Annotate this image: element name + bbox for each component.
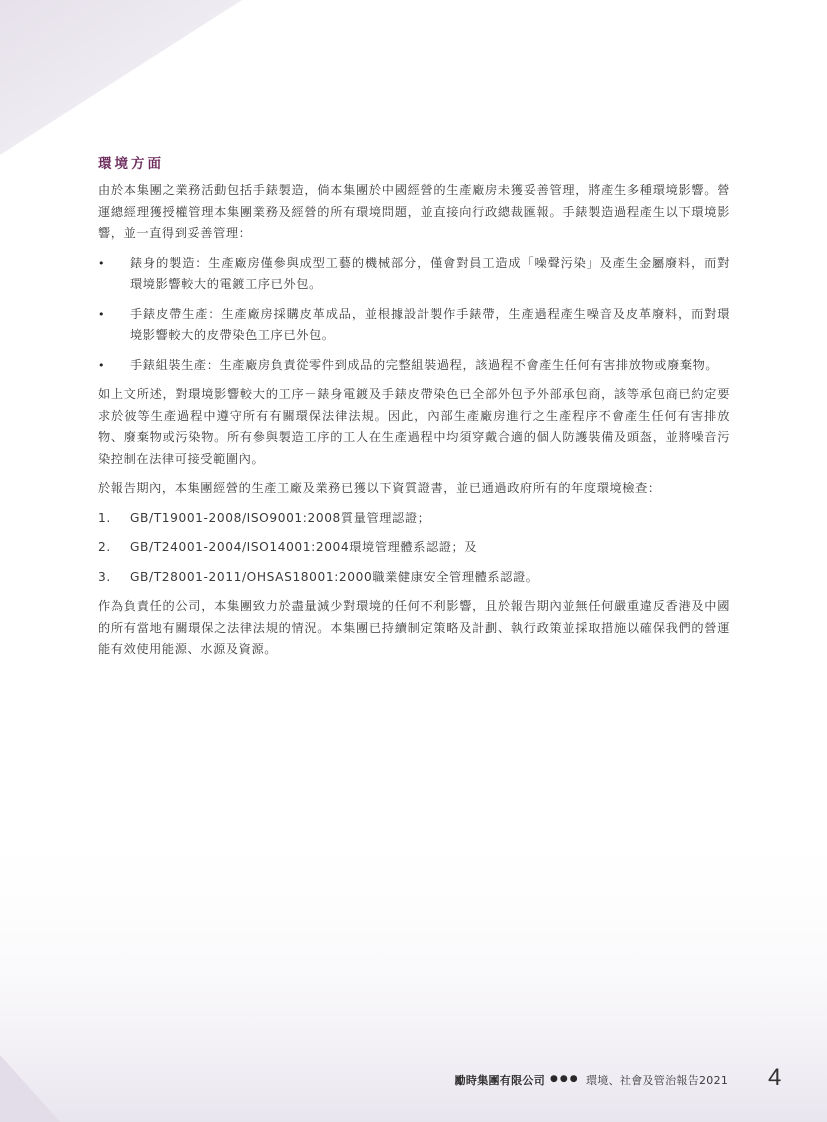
outsourcing-paragraph: 如上文所述，對環境影響較大的工序－錶身電鍍及手錶皮帶染色已全部外包予外部承包商，該等承包商已約定要求於彼等生產過程中遵守所有有關環保法律法規。因此，內部生產廠房進行之生產程序不會產生任何有害排放物、廢棄物或污染物。所有參與製造工序的工人在生產過程中均須穿戴合適的個人防護裝備及頭盔，並將噪音污染控制在法律可接受範圍內。 — [98, 387, 730, 466]
certification-list — [98, 508, 730, 589]
bullet-marker: • — [98, 358, 106, 372]
certification-number: 2. — [98, 540, 111, 554]
certification-number: 3. — [98, 569, 111, 584]
page-number: 4 — [768, 1064, 782, 1091]
certification-text: GB/T24001-2004/ISO14001:2004環境管理體系認證；及 — [130, 540, 478, 554]
certification-text: GB/T28001-2011/OHSAS18001:2000職業健康安全管理體系認證。 — [130, 569, 539, 584]
top-left-corner-shape — [0, 0, 242, 155]
closing-paragraph: 作為負責任的公司，本集團致力於盡量減少對環境的任何不利影響，且於報告期內並無任何嚴重違反香港及中國的所有當地有關環保之法律法規的情況。本集團已持續制定策略及計劃、執行政策並採取措施以確保我們的營運能有效使用能源、水源及資源。 — [98, 599, 730, 656]
page-footer — [0, 1066, 827, 1096]
footer-company-name: 勵時集團有限公司 — [454, 1074, 545, 1087]
section-title: 環境方面 — [98, 156, 164, 172]
bullet-item — [98, 355, 730, 377]
footer-dots-separator: ●●● — [550, 1074, 580, 1084]
certifications-intro: 於報告期內，本集團經營的生產工廠及業務已獲以下資質證書，並已通過政府所有的年度環境檢查： — [98, 481, 661, 495]
certification-item — [98, 537, 730, 559]
bullet-item — [98, 253, 730, 296]
bullet-text: 錶身的製造：生產廠房僅參與成型工藝的機械部分，僅會對員工造成「噪聲污染」及產生金屬廢料，而對環境影響較大的電鍍工序已外包。 — [130, 255, 730, 291]
certification-item — [98, 508, 730, 530]
bullet-marker: • — [98, 307, 106, 321]
bullet-text: 手錶組裝生產：生產廠房負責從零件到成品的完整組裝過程，該過程不會產生任何有害排放物或廢棄物。 — [130, 357, 719, 372]
bullet-item — [98, 304, 730, 347]
certification-number: 1. — [98, 510, 111, 525]
certification-text: GB/T19001-2008/ISO9001:2008質量管理認證； — [130, 510, 431, 525]
footer-report-title: 環境、社會及管治報告2021 — [586, 1074, 729, 1087]
impact-bullet-list — [98, 253, 730, 377]
main-content — [98, 154, 730, 669]
bullet-text: 手錶皮帶生產：生產廠房採購皮革成品，並根據設計製作手錶帶，生產過程產生噪音及皮革廢料，而對環境影響較大的皮帶染色工序已外包。 — [130, 306, 730, 342]
intro-paragraph: 由於本集團之業務活動包括手錶製造，倘本集團於中國經營的生產廠房未獲妥善管理，將產生多種環境影響。營運總經理獲授權管理本集團業務及經營的所有環境問題，並直接向行政總裁匯報。手錶製造過程產生以下環境影響，並一直得到妥善管理： — [98, 183, 730, 240]
certification-item — [98, 567, 730, 589]
bullet-marker: • — [98, 256, 106, 270]
